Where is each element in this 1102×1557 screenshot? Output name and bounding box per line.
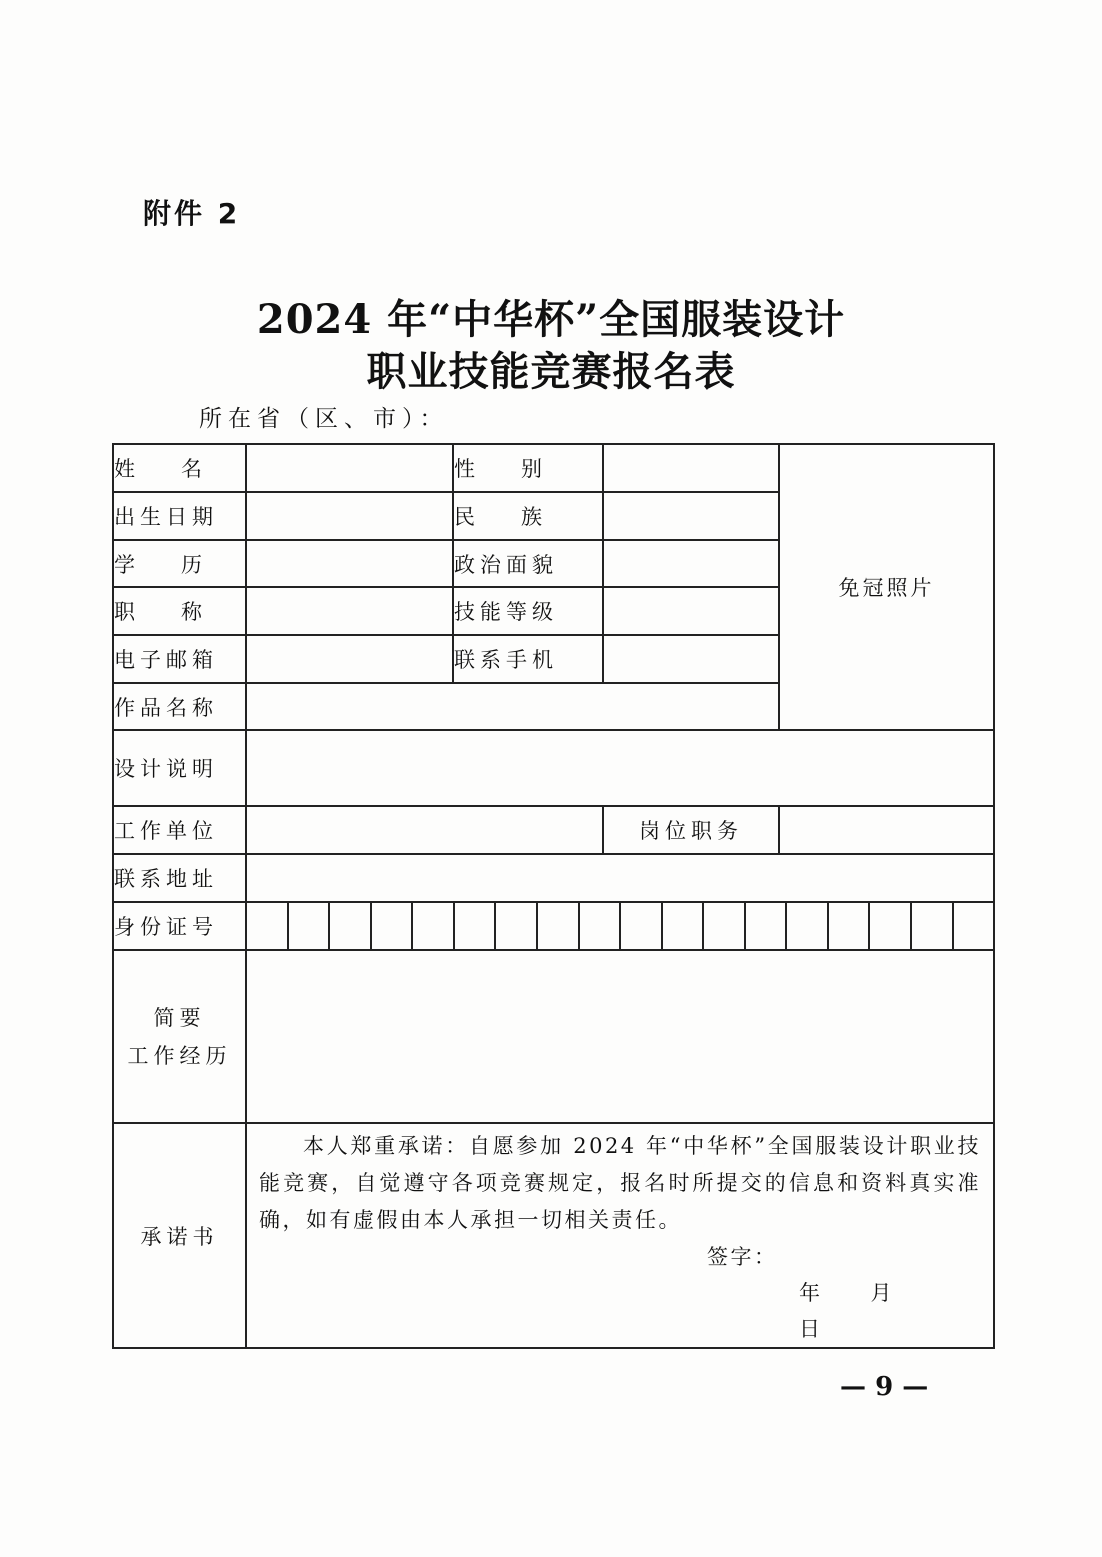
id-digit-box[interactable]	[413, 903, 455, 949]
photo-label: 免冠照片	[838, 576, 935, 600]
signature-label: 签字：	[707, 1245, 778, 1269]
address-field[interactable]	[246, 854, 994, 902]
id-digit-box[interactable]	[455, 903, 497, 949]
design-description-field[interactable]	[246, 730, 994, 806]
id-digit-box[interactable]	[580, 903, 622, 949]
id-digit-box[interactable]	[247, 903, 289, 949]
id-digit-box[interactable]	[621, 903, 663, 949]
form-title-line1: 2024 年“中华杯”全国服装设计	[256, 296, 846, 343]
label-phone: 联系手机	[453, 635, 603, 683]
employer-field[interactable]	[246, 806, 603, 854]
work-experience-field[interactable]	[246, 950, 994, 1123]
label-email: 电子邮箱	[113, 635, 246, 683]
id-digit-box[interactable]	[829, 903, 871, 949]
label-address: 联系地址	[113, 854, 246, 902]
id-digit-box[interactable]	[912, 903, 954, 949]
id-digit-box[interactable]	[538, 903, 580, 949]
label-skill-level: 技能等级	[453, 587, 603, 635]
pledge-text: 本人郑重承诺：自愿参加 2024 年“中华杯”全国服装设计职业技能竞赛，自觉遵守各项竞赛规定，报名时所提交的信息和资料真实准确，如有虚假由本人承担一切相关责任。	[259, 1134, 981, 1232]
label-employer: 工作单位	[113, 806, 246, 854]
date-month: 月	[870, 1281, 894, 1305]
label-job-title: 职 称	[113, 587, 246, 635]
attachment-label: 附件 2	[143, 197, 241, 230]
province-label: 所在省（区、市）：	[199, 406, 449, 432]
id-digit-box[interactable]	[372, 903, 414, 949]
date-day: 日	[799, 1317, 823, 1341]
birth-date-field[interactable]	[246, 492, 453, 540]
label-work-name: 作品名称	[113, 683, 246, 730]
id-digit-box[interactable]	[787, 903, 829, 949]
date-year: 年	[799, 1281, 823, 1305]
id-digit-box[interactable]	[870, 903, 912, 949]
photo-box[interactable]	[779, 444, 994, 730]
page-number: — 9 —	[840, 1372, 929, 1402]
id-digit-box[interactable]	[330, 903, 372, 949]
label-position: 岗位职务	[603, 806, 779, 854]
phone-field[interactable]	[603, 635, 779, 683]
id-number-field[interactable]	[246, 902, 994, 950]
gender-field[interactable]	[603, 444, 779, 492]
email-field[interactable]	[246, 635, 453, 683]
pledge-content	[246, 1123, 994, 1348]
id-digit-box[interactable]	[746, 903, 788, 949]
label-gender: 性 别	[453, 444, 603, 492]
label-id-number: 身份证号	[113, 902, 246, 950]
id-digit-boxes[interactable]	[247, 903, 993, 949]
work-name-field[interactable]	[246, 683, 779, 730]
id-digit-box[interactable]	[289, 903, 331, 949]
label-design-description: 设计说明	[113, 730, 246, 806]
id-digit-box[interactable]	[496, 903, 538, 949]
label-work-experience: 简要 工作经历	[113, 950, 246, 1123]
political-status-field[interactable]	[603, 540, 779, 587]
label-political-status: 政治面貌	[453, 540, 603, 587]
skill-level-field[interactable]	[603, 587, 779, 635]
id-digit-box[interactable]	[704, 903, 746, 949]
form-title-line2: 职业技能竞赛报名表	[366, 348, 736, 395]
job-title-field[interactable]	[246, 587, 453, 635]
ethnicity-field[interactable]	[603, 492, 779, 540]
label-name: 姓 名	[113, 444, 246, 492]
registration-form-table	[112, 443, 995, 1349]
id-digit-box[interactable]	[663, 903, 705, 949]
education-field[interactable]	[246, 540, 453, 587]
date-line	[259, 1275, 981, 1347]
label-education: 学 历	[113, 540, 246, 587]
name-field[interactable]	[246, 444, 453, 492]
id-digit-box[interactable]	[954, 903, 994, 949]
label-ethnicity: 民 族	[453, 492, 603, 540]
label-pledge: 承诺书	[113, 1123, 246, 1348]
position-field[interactable]	[779, 806, 994, 854]
label-birth-date: 出生日期	[113, 492, 246, 540]
